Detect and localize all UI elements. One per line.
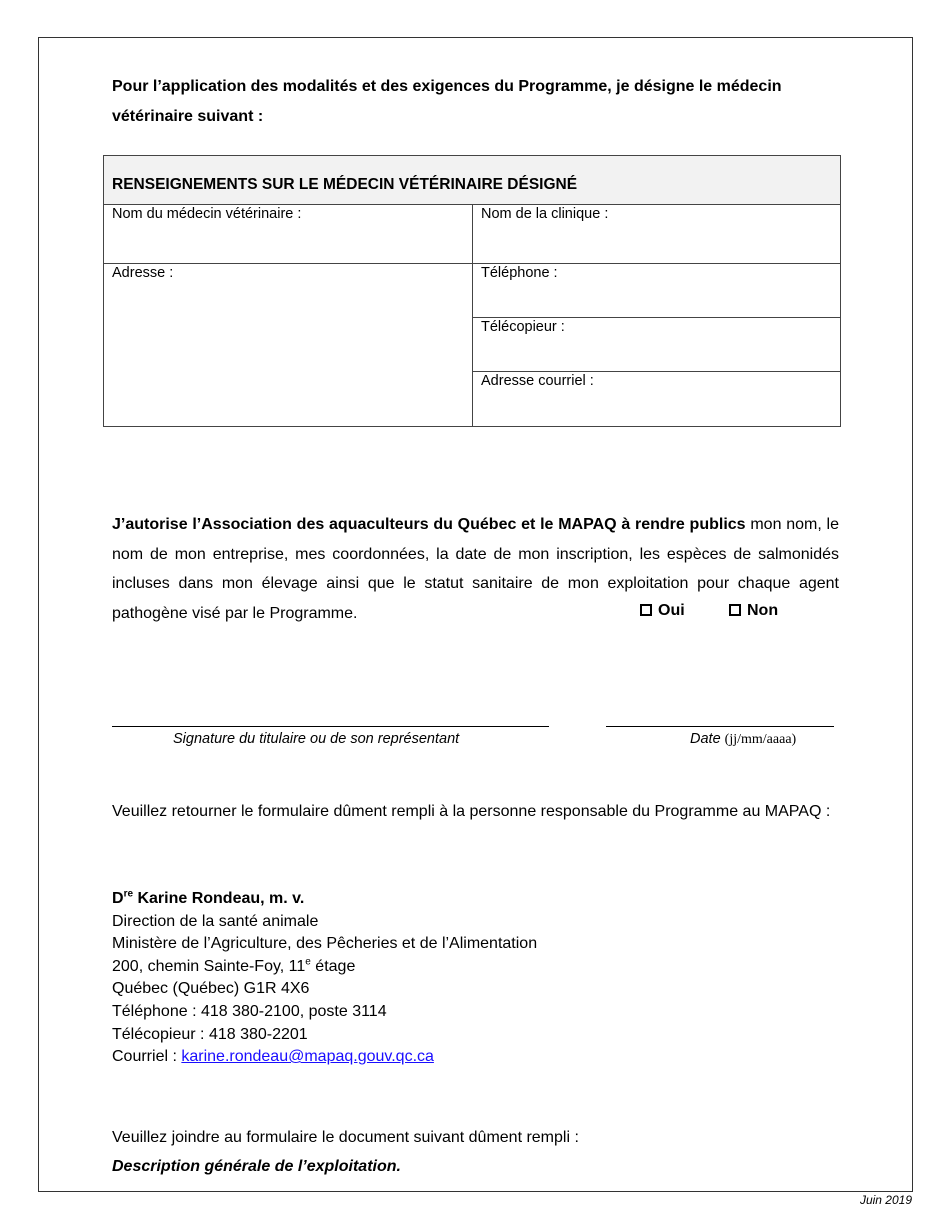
contact-fullname: Karine Rondeau, m. v. xyxy=(133,890,305,907)
email-label: Adresse courriel : xyxy=(481,373,594,389)
date-label: Date xyxy=(690,731,721,747)
email-prefix: Courriel : xyxy=(112,1048,182,1066)
date-format: (jj/mm/aaaa) xyxy=(724,732,797,747)
no-label: Non xyxy=(747,602,779,619)
consent-rest: mon nom, le nom de mon entreprise, mes coordonnées, la date de mon inscription, les espèces de salmonidés incluses dans mon élevage ainsi que le statut sanitaire de mon exploitation pour chaque agent pathogène visé par le Programme. xyxy=(112,516,840,622)
consent-yes-option[interactable] xyxy=(640,602,685,620)
email-field[interactable] xyxy=(473,372,840,427)
intro-text: Pour l’application des modalités et des exigences du Programme, je désigne le médecin vétérinaire suivant : xyxy=(112,78,782,125)
return-instructions: Veuillez retourner le formulaire dûment rempli à la personne responsable du Programme au MAPAQ : xyxy=(112,803,831,820)
consent-bold: J’autorise l’Association des aquaculteurs du Québec et le MAPAQ à rendre publics xyxy=(112,516,746,533)
date-line[interactable] xyxy=(606,726,834,727)
contact-phone: Téléphone : 418 380-2100, poste 3114 xyxy=(112,1002,387,1020)
address-field[interactable] xyxy=(104,264,472,427)
phone-label: Téléphone : xyxy=(481,265,558,281)
fax-field[interactable] xyxy=(473,318,840,371)
vet-name-field[interactable] xyxy=(104,205,472,263)
address-label: Adresse : xyxy=(112,265,174,281)
address-part: 200, chemin Sainte-Foy, 11 xyxy=(112,957,306,975)
signature-label: Signature du titulaire ou de son représentant xyxy=(173,731,460,747)
vet-name-label: Nom du médecin vétérinaire : xyxy=(112,206,302,222)
attachment-document: Description générale de l’exploitation. xyxy=(112,1158,401,1175)
contact-block xyxy=(112,888,537,1069)
yes-label: Oui xyxy=(658,602,685,619)
address-part: étage xyxy=(310,957,356,975)
vet-table-title: RENSEIGNEMENTS SUR LE MÉDECIN VÉTÉRINAIRE DÉSIGNÉ xyxy=(112,176,578,193)
contact-ministry: Ministère de l’Agriculture, des Pêcheries et de l’Alimentation xyxy=(112,935,538,953)
checkbox-icon[interactable] xyxy=(640,604,652,616)
phone-field[interactable] xyxy=(473,264,840,317)
email-link[interactable]: karine.rondeau@mapaq.gouv.qc.ca xyxy=(181,1048,434,1066)
consent-no-option[interactable] xyxy=(729,602,778,620)
contact-department: Direction de la santé animale xyxy=(112,912,319,930)
fax-label: Télécopieur : xyxy=(481,319,565,335)
checkbox-icon[interactable] xyxy=(729,604,741,616)
date-label-group xyxy=(690,731,796,748)
clinic-name-label: Nom de la clinique : xyxy=(481,206,609,222)
contact-title-sup: re xyxy=(123,888,134,900)
contact-name xyxy=(112,888,537,911)
clinic-name-field[interactable] xyxy=(473,205,840,263)
vet-table-header xyxy=(104,156,840,205)
attachment-instruction: Veuillez joindre au formulaire le document suivant dûment rempli : xyxy=(112,1129,579,1146)
contact-address-line2: Québec (Québec) G1R 4X6 xyxy=(112,980,310,998)
contact-email-line xyxy=(112,1046,537,1069)
address-sup: e xyxy=(305,956,311,968)
contact-fax: Télécopieur : 418 380-2201 xyxy=(112,1025,308,1043)
footer-date: Juin 2019 xyxy=(859,1193,912,1207)
contact-title: D xyxy=(112,890,124,907)
contact-address-line1 xyxy=(112,956,537,979)
vet-info-table xyxy=(103,155,841,427)
signature-line[interactable] xyxy=(112,726,549,727)
